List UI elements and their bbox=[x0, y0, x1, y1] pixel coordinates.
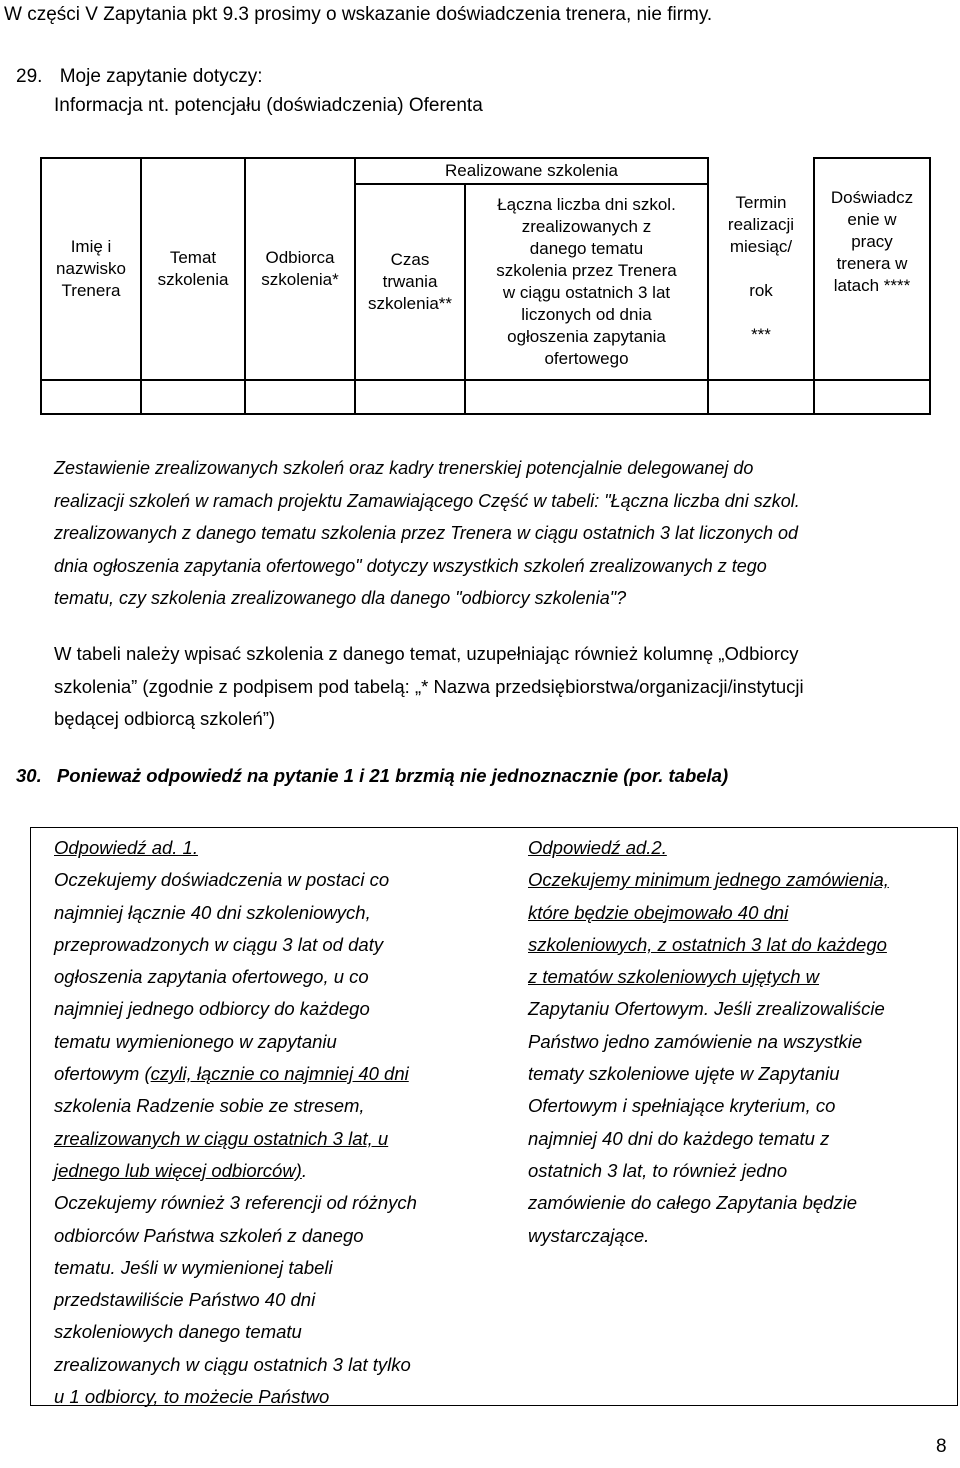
table-cell-empty bbox=[41, 380, 141, 414]
answer-1-line: odbiorców Państwa szkoleń z danego bbox=[54, 1224, 364, 1246]
answer-2-line: Oczekujemy minimum jednego zamówienia, bbox=[528, 869, 889, 891]
answer-2-line: które będzie obejmowało 40 dni bbox=[528, 901, 789, 923]
answer-2-line: tematy szkoleniowe ujęte w Zapytaniu bbox=[528, 1063, 840, 1085]
answer-1-line: Oczekujemy doświadczenia w postaci co bbox=[54, 869, 390, 891]
question-29-number: 29. bbox=[16, 66, 43, 87]
intro-text: W części V Zapytania pkt 9.3 prosimy o wskazanie doświadczenia trenera, nie firmy. bbox=[4, 4, 713, 25]
question-29-subject: Informacja nt. potencjału (doświadczenia) Oferenta bbox=[54, 95, 483, 116]
answer-2-line: Zapytaniu Ofertowym. Jeśli zrealizowaliście bbox=[528, 998, 885, 1020]
question-30-number: 30. bbox=[16, 765, 42, 786]
header-training-recipient: Odbiorca szkolenia* bbox=[245, 158, 355, 380]
answer-2-heading: Odpowiedź ad.2. bbox=[528, 837, 667, 858]
header-total-training-days: Łączna liczba dni szkol. zrealizowanych z danego tematu szkolenia przez Trenera w ciągu ostatnich 3 lat liczonych od dnia ogłoszenia zapytania ofertowego bbox=[465, 184, 708, 380]
answer-1-line: najmniej łącznie 40 dni szkoleniowych, bbox=[54, 901, 371, 923]
answer-29-body: W tabeli należy wpisać szkolenia z danego temat, uzupełniając również kolumnę „Odbiorcy szkolenia” (zgodnie z podpisem pod tabelą: „* Nazwa przedsiębiorstwa/organizacji/instytucji będącej odbiorcą szkoleń”) bbox=[54, 643, 804, 730]
answer-1-line: przedstawiliście Państwo 40 dni bbox=[54, 1289, 316, 1311]
answer-2-line: Ofertowym i spełniające kryterium, co bbox=[528, 1095, 836, 1117]
answer-1-line: najmniej jednego odbiorcy do każdego bbox=[54, 998, 370, 1020]
answer-1-line: zrealizowanych w ciągu ostatnich 3 lat, u bbox=[54, 1127, 389, 1149]
table-cell-empty bbox=[245, 380, 355, 414]
answer-2-line: Państwo jedno zamówienie na wszystkie bbox=[528, 1030, 863, 1052]
page-number: 8 bbox=[936, 1436, 947, 1457]
answer-2 bbox=[528, 832, 958, 1252]
answer-1-line: jednego lub więcej odbiorców). bbox=[54, 1159, 307, 1181]
answer-1-line: ofertowym (czyli, łącznie co najmniej 40 dni bbox=[54, 1063, 409, 1085]
answer-2-line: z tematów szkoleniowych ujętych w bbox=[528, 966, 819, 988]
table-cell-empty bbox=[708, 380, 814, 414]
question-30-text: Ponieważ odpowiedź na pytanie 1 i 21 brzmią nie jednoznacznie (por. tabela) bbox=[56, 765, 729, 786]
answer-1-line: szkoleniowych danego tematu bbox=[54, 1321, 302, 1343]
answer-1-line: ogłoszenia zapytania ofertowego, u co bbox=[54, 966, 369, 988]
answer-1-line: szkolenia Radzenie sobie ze stresem, bbox=[54, 1095, 365, 1117]
question-29-body: Zestawienie zrealizowanych szkoleń oraz kadry trenerskiej potencjalnie delegowanej do realizacji szkoleń w ramach projektu Zamawiającego Część w tabeli: "Łączna liczba dni szkol. zrealizowanych z danego tematu szkolenia przez Trenera w ciągu ostatnich 3 lat liczonych od dnia ogłoszenia zapytania ofertowego" dotyczy wszystkich szkoleń zrealizowanych z tego tematu, czy szkolenia zrealizowanego dla danego "odbiorcy szkolenia"? bbox=[54, 458, 800, 609]
answer-2-line: ostatnich 3 lat, to również jedno bbox=[528, 1159, 788, 1181]
question-29-header bbox=[16, 66, 262, 88]
header-realized-trainings: Realizowane szkolenia bbox=[355, 158, 708, 184]
answer-2-line: najmniej 40 dni do każdego tematu z bbox=[528, 1127, 830, 1149]
answer-2-line: zamówienie do całego Zapytania będzie bbox=[528, 1192, 858, 1214]
header-trainer-name: Imię i nazwisko Trenera bbox=[41, 158, 141, 380]
table-cell-empty bbox=[141, 380, 245, 414]
table-cell-empty bbox=[814, 380, 930, 414]
table-cell-empty bbox=[465, 380, 708, 414]
question-29-label: Moje zapytanie dotyczy: bbox=[59, 66, 263, 87]
header-realization-date: Termin realizacji miesiąc/ rok *** bbox=[708, 158, 814, 380]
answer-1-line: Oczekujemy również 3 referencji od różnych bbox=[54, 1192, 417, 1214]
answer-1 bbox=[54, 832, 494, 1413]
header-trainer-experience: Doświadcz enie w pracy trenera w latach **** bbox=[814, 158, 930, 380]
answer-1-line: przeprowadzonych w ciągu 3 lat od daty bbox=[54, 933, 384, 955]
answer-1-line: tematu wymienionego w zapytaniu bbox=[54, 1030, 337, 1052]
experience-table bbox=[40, 157, 929, 413]
table-cell-empty bbox=[355, 380, 465, 414]
answer-2-line: wystarczające. bbox=[528, 1224, 650, 1246]
header-training-topic: Temat szkolenia bbox=[141, 158, 245, 380]
answer-1-line: zrealizowanych w ciągu ostatnich 3 lat tylko bbox=[54, 1353, 411, 1375]
answer-1-line: u 1 odbiorcy, to możecie Państwo bbox=[54, 1386, 330, 1408]
answer-1-line: tematu. Jeśli w wymienionej tabeli bbox=[54, 1256, 333, 1278]
answer-1-heading: Odpowiedź ad. 1. bbox=[54, 837, 198, 858]
answer-2-line: szkoleniowych, z ostatnich 3 lat do każdego bbox=[528, 933, 887, 955]
header-training-duration: Czas trwania szkolenia** bbox=[355, 184, 465, 380]
question-30-header bbox=[16, 765, 728, 787]
